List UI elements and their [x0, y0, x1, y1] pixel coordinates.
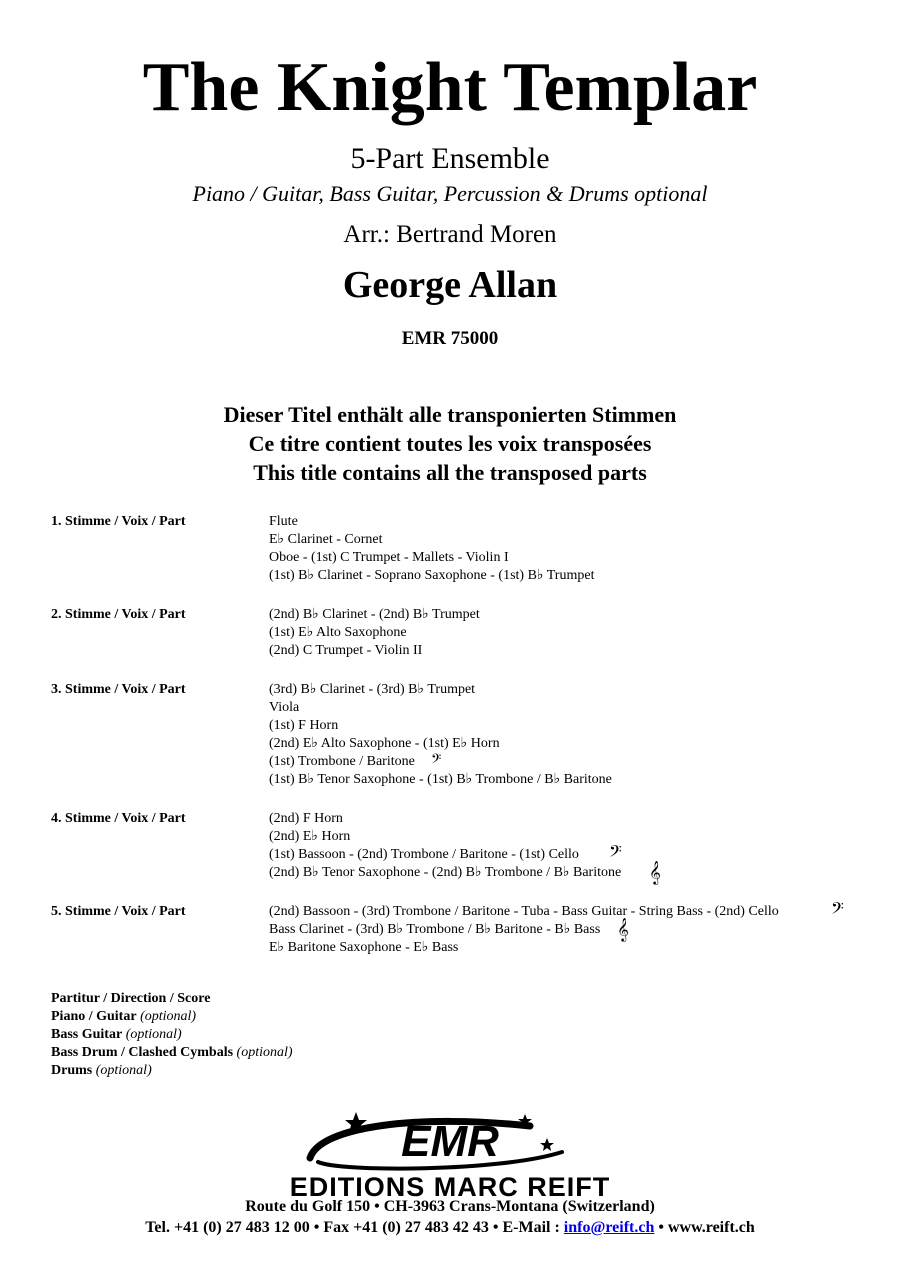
part-group-1 — [51, 513, 871, 585]
instrument-line: E♭ Clarinet - Cornet — [269, 532, 383, 547]
instrument-line: (1st) B♭ Tenor Saxophone - (1st) B♭ Trombone / B♭ Baritone — [269, 772, 612, 787]
page-title: The Knight Templar — [142, 49, 758, 126]
instrument-line: (2nd) B♭ Clarinet - (2nd) B♭ Trumpet — [269, 607, 480, 622]
extra-part — [51, 1044, 293, 1062]
logo-text: EMR — [401, 1117, 499, 1166]
publisher-contact — [0, 1218, 900, 1238]
part-instruments — [269, 681, 612, 789]
extra-part — [51, 1008, 293, 1026]
bass-clef-icon: 𝄢 — [831, 898, 844, 922]
bass-clef-icon: 𝄢 — [609, 841, 622, 865]
extra-part-name: Piano / Guitar — [51, 1009, 137, 1024]
part-instruments — [269, 513, 594, 585]
treble-clef-icon: 𝄞 — [617, 917, 629, 941]
instrument-line: Flute — [269, 514, 298, 529]
part-instruments — [269, 606, 480, 660]
optional-note: (optional) — [236, 1045, 293, 1060]
instrument-line: E♭ Baritone Saxophone - E♭ Bass — [269, 940, 459, 955]
publisher-name: EDITIONS MARC REIFT — [289, 1172, 611, 1202]
part-label: 4. Stimme / Voix / Part — [51, 811, 186, 826]
instrument-line-with-clef — [269, 917, 779, 941]
instrument-line-with-clef — [269, 753, 612, 771]
instrument-line: (1st) F Horn — [269, 718, 339, 733]
instrument-text: (1st) Trombone / Baritone — [269, 754, 415, 769]
instrument-line: (2nd) C Trumpet - Violin II — [269, 643, 423, 658]
instrument-line-with-clef — [269, 841, 622, 865]
optional-note: (optional) — [95, 1063, 152, 1078]
instrument-line-with-clef — [269, 860, 661, 884]
instrument-text: (2nd) B♭ Tenor Saxophone - (2nd) B♭ Trombone / B♭ Baritone — [269, 865, 622, 880]
extra-part-name: Partitur / Direction / Score — [51, 991, 211, 1006]
composer: George Allan — [342, 264, 558, 306]
transposed-parts-notice — [0, 400, 900, 487]
additional-parts — [51, 990, 293, 1080]
extra-part-name: Drums — [51, 1063, 93, 1078]
contact-phone-fax: Tel. +41 (0) 27 483 12 00 • Fax +41 (0) 27 483 42 43 • E-Mail : — [145, 1219, 564, 1236]
part-label: 1. Stimme / Voix / Part — [51, 514, 186, 529]
email-link[interactable]: info@reift.ch — [563, 1219, 655, 1236]
extra-part-name: Bass Guitar — [51, 1027, 123, 1042]
part-group-2 — [51, 606, 871, 660]
instrument-line-with-clef — [269, 898, 844, 922]
instrument-line: (3rd) B♭ Clarinet - (3rd) B♭ Trumpet — [269, 682, 476, 697]
subtitle: 5-Part Ensemble — [350, 142, 550, 175]
part-label: 2. Stimme / Voix / Part — [51, 607, 186, 622]
optional-note: (optional) — [140, 1009, 197, 1024]
part-instruments — [269, 810, 661, 884]
arranger: Arr.: Bertrand Moren — [343, 221, 557, 248]
publisher-address: Route du Golf 150 • CH-3963 Crans-Montana (Switzerland) — [245, 1198, 655, 1215]
part-label: 5. Stimme / Voix / Part — [51, 904, 186, 919]
emr-logo — [300, 1106, 600, 1176]
part-label: 3. Stimme / Voix / Part — [51, 682, 186, 697]
extra-part — [51, 1026, 293, 1044]
extra-part — [51, 1062, 293, 1080]
part-group-5 — [51, 898, 871, 957]
instrument-line: Oboe - (1st) C Trumpet - Mallets - Violin I — [269, 550, 509, 565]
notice-english: This title contains all the transposed parts — [253, 460, 647, 485]
optional-note: (optional) — [125, 1027, 182, 1042]
catalog-number: EMR 75000 — [401, 328, 499, 349]
extra-part — [51, 990, 293, 1008]
extra-part-name: Bass Drum / Clashed Cymbals — [51, 1045, 234, 1060]
instrument-text: (1st) Bassoon - (2nd) Trombone / Baritone - (1st) Cello — [269, 847, 579, 862]
instrument-line: (2nd) E♭ Horn — [269, 829, 351, 844]
instrument-line: (2nd) E♭ Alto Saxophone - (1st) E♭ Horn — [269, 736, 500, 751]
contact-website: • www.reift.ch — [654, 1219, 755, 1236]
instrument-line: (2nd) F Horn — [269, 811, 343, 826]
instrumentation-note: Piano / Guitar, Bass Guitar, Percussion & Drums optional — [192, 181, 708, 206]
instrument-line: Viola — [269, 700, 300, 715]
instrument-line: (1st) E♭ Alto Saxophone — [269, 625, 407, 640]
notice-german: Dieser Titel enthält alle transponierten Stimmen — [223, 402, 677, 427]
instrument-text: (2nd) Bassoon - (3rd) Trombone / Baritone - Tuba - Bass Guitar - String Bass - (2nd) Cello — [269, 904, 779, 919]
part-group-3 — [51, 681, 871, 789]
instrument-line: (1st) B♭ Clarinet - Soprano Saxophone - (1st) B♭ Trumpet — [269, 568, 595, 583]
part-group-4 — [51, 810, 871, 882]
parts-list — [51, 513, 871, 978]
instrument-text: Bass Clarinet - (3rd) B♭ Trombone / B♭ Baritone - B♭ Bass — [269, 922, 601, 937]
bass-clef-icon: 𝄢 — [431, 751, 442, 770]
treble-clef-icon: 𝄞 — [649, 860, 661, 884]
notice-french: Ce titre contient toutes les voix transposées — [248, 431, 652, 456]
part-instruments — [269, 898, 844, 957]
